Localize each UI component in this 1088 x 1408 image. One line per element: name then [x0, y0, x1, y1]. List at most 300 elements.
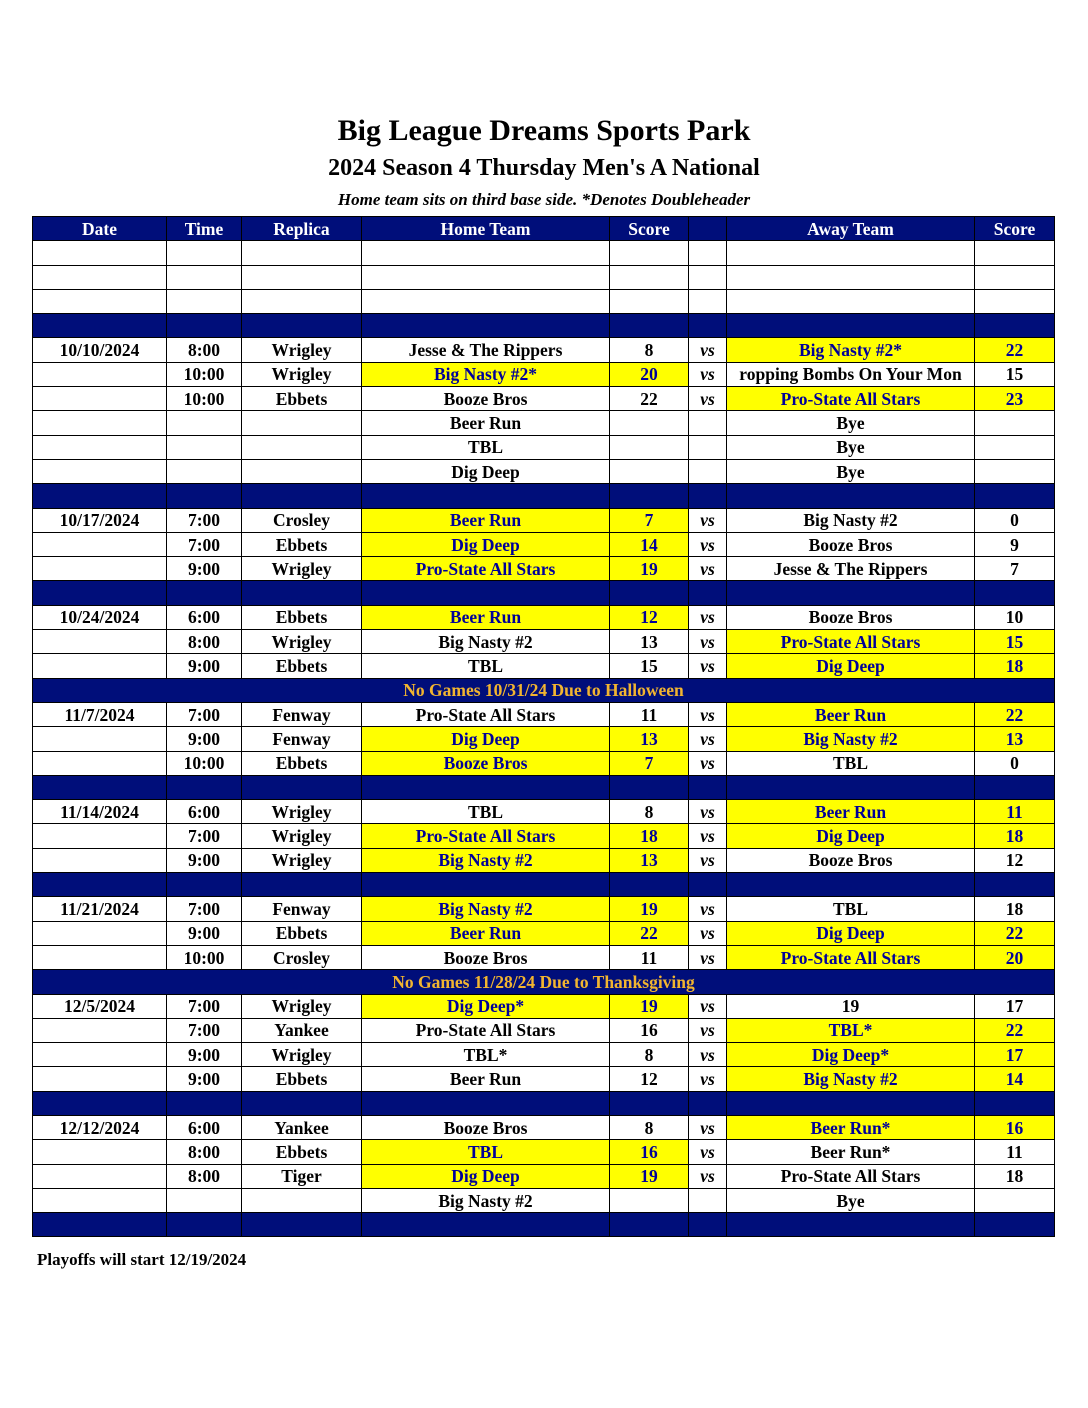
home-score-cell: 7 — [610, 508, 689, 532]
vs-cell: vs — [689, 630, 727, 654]
empty-cell — [727, 1213, 975, 1237]
empty-cell — [242, 775, 362, 799]
date-cell — [33, 654, 167, 678]
home-score-cell: 22 — [610, 921, 689, 945]
away-score-cell: 18 — [975, 824, 1055, 848]
empty-cell — [167, 289, 242, 313]
date-cell — [33, 1067, 167, 1091]
date-cell: 10/10/2024 — [33, 338, 167, 362]
empty-cell — [242, 873, 362, 897]
empty-cell — [610, 1213, 689, 1237]
field-cell: Wrigley — [242, 338, 362, 362]
vs-cell: vs — [689, 338, 727, 362]
separator-row — [33, 314, 1055, 338]
separator-row — [33, 1213, 1055, 1237]
away-team-cell: Big Nasty #2 — [727, 508, 975, 532]
empty-cell — [689, 241, 727, 265]
vs-cell: vs — [689, 994, 727, 1018]
field-cell — [242, 435, 362, 459]
time-cell: 9:00 — [167, 557, 242, 581]
vs-cell: vs — [689, 508, 727, 532]
field-cell: Wrigley — [242, 994, 362, 1018]
game-row — [33, 1043, 1055, 1067]
time-cell: 9:00 — [167, 921, 242, 945]
home-team-cell: Booze Bros — [362, 1115, 610, 1139]
date-cell — [33, 1164, 167, 1188]
schedule-table — [32, 216, 1055, 1237]
time-cell: 7:00 — [167, 994, 242, 1018]
away-team-cell: TBL — [727, 751, 975, 775]
table-header-row — [33, 217, 1055, 241]
vs-cell: vs — [689, 1018, 727, 1042]
date-cell — [33, 727, 167, 751]
home-score-cell: 15 — [610, 654, 689, 678]
field-cell: Ebbets — [242, 751, 362, 775]
empty-cell — [689, 289, 727, 313]
home-score-cell: 19 — [610, 897, 689, 921]
empty-cell — [33, 873, 167, 897]
game-row — [33, 945, 1055, 969]
vs-cell: vs — [689, 824, 727, 848]
empty-cell — [689, 873, 727, 897]
home-team-cell: Big Nasty #2 — [362, 1188, 610, 1212]
away-score-cell: 14 — [975, 1067, 1055, 1091]
date-cell: 10/17/2024 — [33, 508, 167, 532]
away-team-cell: Pro-State All Stars — [727, 387, 975, 411]
time-cell: 9:00 — [167, 1067, 242, 1091]
empty-cell — [33, 581, 167, 605]
vs-cell: vs — [689, 557, 727, 581]
home-team-cell: Booze Bros — [362, 387, 610, 411]
empty-cell — [727, 775, 975, 799]
empty-cell — [727, 484, 975, 508]
home-team-cell: Beer Run — [362, 921, 610, 945]
home-score-cell: 8 — [610, 1043, 689, 1067]
game-row — [33, 387, 1055, 411]
vs-cell: vs — [689, 1067, 727, 1091]
empty-cell — [33, 265, 167, 289]
vs-cell — [689, 411, 727, 435]
empty-cell — [689, 1091, 727, 1115]
away-team-cell: Beer Run — [727, 800, 975, 824]
vs-cell: vs — [689, 654, 727, 678]
empty-cell — [975, 1091, 1055, 1115]
time-cell: 10:00 — [167, 751, 242, 775]
empty-cell — [362, 1091, 610, 1115]
date-cell — [33, 630, 167, 654]
home-team-cell: TBL — [362, 654, 610, 678]
field-cell: Wrigley — [242, 848, 362, 872]
field-cell: Ebbets — [242, 921, 362, 945]
away-score-cell: 18 — [975, 897, 1055, 921]
time-cell: 8:00 — [167, 630, 242, 654]
game-row — [33, 362, 1055, 386]
game-row — [33, 751, 1055, 775]
empty-cell — [727, 873, 975, 897]
time-cell — [167, 1188, 242, 1212]
date-cell — [33, 1018, 167, 1042]
date-cell: 11/21/2024 — [33, 897, 167, 921]
empty-cell — [362, 1213, 610, 1237]
empty-cell — [362, 241, 610, 265]
game-row — [33, 654, 1055, 678]
empty-cell — [610, 1091, 689, 1115]
time-cell: 6:00 — [167, 800, 242, 824]
page-title: Big League Dreams Sports Park — [337, 114, 751, 147]
field-cell: Crosley — [242, 508, 362, 532]
time-cell: 7:00 — [167, 508, 242, 532]
empty-cell — [727, 581, 975, 605]
schedule-body — [33, 241, 1055, 1237]
notice-text: No Games 10/31/24 Due to Halloween — [33, 678, 1055, 702]
empty-cell — [610, 581, 689, 605]
empty-cell — [362, 484, 610, 508]
away-team-cell: Bye — [727, 459, 975, 483]
time-cell: 7:00 — [167, 824, 242, 848]
date-cell — [33, 435, 167, 459]
empty-cell — [167, 265, 242, 289]
page-subtitle: 2024 Season 4 Thursday Men's A National — [328, 155, 760, 181]
home-team-cell: TBL* — [362, 1043, 610, 1067]
footer-note: Playoffs will start 12/19/2024 — [37, 1250, 247, 1269]
vs-cell: vs — [689, 800, 727, 824]
game-row — [33, 727, 1055, 751]
home-score-cell: 8 — [610, 338, 689, 362]
game-row — [33, 848, 1055, 872]
game-row — [33, 1018, 1055, 1042]
home-score-cell: 12 — [610, 1067, 689, 1091]
away-team-cell: Dig Deep — [727, 654, 975, 678]
empty-cell — [33, 484, 167, 508]
game-row — [33, 630, 1055, 654]
home-team-cell: Pro-State All Stars — [362, 824, 610, 848]
game-row — [33, 994, 1055, 1018]
empty-cell — [167, 581, 242, 605]
home-score-cell: 16 — [610, 1140, 689, 1164]
away-team-cell: Big Nasty #2* — [727, 338, 975, 362]
vs-cell: vs — [689, 1115, 727, 1139]
vs-cell — [689, 435, 727, 459]
empty-cell — [610, 265, 689, 289]
game-row — [33, 411, 1055, 435]
home-team-cell: Jesse & The Rippers — [362, 338, 610, 362]
home-score-cell: 16 — [610, 1018, 689, 1042]
game-row — [33, 459, 1055, 483]
field-cell: Ebbets — [242, 605, 362, 629]
away-team-cell: Bye — [727, 411, 975, 435]
home-score-cell: 18 — [610, 824, 689, 848]
away-score-cell: 18 — [975, 1164, 1055, 1188]
away-score-cell — [975, 459, 1055, 483]
empty-cell — [167, 484, 242, 508]
field-cell: Yankee — [242, 1115, 362, 1139]
home-score-cell: 12 — [610, 605, 689, 629]
game-row — [33, 508, 1055, 532]
vs-cell: vs — [689, 387, 727, 411]
away-score-cell: 0 — [975, 751, 1055, 775]
field-cell: Wrigley — [242, 824, 362, 848]
empty-cell — [167, 775, 242, 799]
time-cell: 6:00 — [167, 605, 242, 629]
away-score-cell: 13 — [975, 727, 1055, 751]
field-cell — [242, 411, 362, 435]
away-team-cell: Beer Run* — [727, 1140, 975, 1164]
time-cell: 6:00 — [167, 1115, 242, 1139]
home-score-cell: 11 — [610, 702, 689, 726]
empty-cell — [242, 265, 362, 289]
game-row — [33, 1140, 1055, 1164]
empty-cell — [727, 1091, 975, 1115]
empty-cell — [362, 265, 610, 289]
home-team-cell: TBL — [362, 1140, 610, 1164]
away-score-cell: 18 — [975, 654, 1055, 678]
empty-cell — [727, 314, 975, 338]
vs-cell — [689, 1188, 727, 1212]
away-score-cell: 9 — [975, 532, 1055, 556]
empty-cell — [689, 775, 727, 799]
game-row — [33, 897, 1055, 921]
away-score-cell: 22 — [975, 1018, 1055, 1042]
field-cell: Wrigley — [242, 630, 362, 654]
date-cell — [33, 362, 167, 386]
time-cell: 7:00 — [167, 897, 242, 921]
away-team-cell: Pro-State All Stars — [727, 1164, 975, 1188]
blank-row — [33, 265, 1055, 289]
vs-cell: vs — [689, 727, 727, 751]
home-team-cell: Big Nasty #2 — [362, 897, 610, 921]
game-row — [33, 824, 1055, 848]
date-cell — [33, 1140, 167, 1164]
away-score-cell: 0 — [975, 508, 1055, 532]
home-team-cell: Dig Deep — [362, 1164, 610, 1188]
empty-cell — [975, 581, 1055, 605]
field-cell: Fenway — [242, 897, 362, 921]
empty-cell — [242, 581, 362, 605]
home-score-cell: 22 — [610, 387, 689, 411]
blank-row — [33, 241, 1055, 265]
away-score-cell: 12 — [975, 848, 1055, 872]
field-cell: Wrigley — [242, 557, 362, 581]
away-team-cell: TBL* — [727, 1018, 975, 1042]
game-row — [33, 338, 1055, 362]
header-note: Home team sits on third base side. *Denotes Doubleheader — [337, 190, 751, 209]
date-cell — [33, 945, 167, 969]
time-cell: 10:00 — [167, 362, 242, 386]
empty-cell — [727, 241, 975, 265]
home-team-cell: TBL — [362, 435, 610, 459]
away-team-cell: Big Nasty #2 — [727, 1067, 975, 1091]
field-cell: Wrigley — [242, 800, 362, 824]
away-team-cell: Dig Deep — [727, 921, 975, 945]
notice-text: No Games 11/28/24 Due to Thanksgiving — [33, 970, 1055, 994]
empty-cell — [727, 289, 975, 313]
empty-cell — [33, 1091, 167, 1115]
empty-cell — [975, 484, 1055, 508]
empty-cell — [689, 484, 727, 508]
away-team-cell: 19 — [727, 994, 975, 1018]
empty-cell — [610, 484, 689, 508]
away-score-cell: 7 — [975, 557, 1055, 581]
date-cell — [33, 459, 167, 483]
away-score-cell: 22 — [975, 338, 1055, 362]
home-score-cell — [610, 411, 689, 435]
game-row — [33, 800, 1055, 824]
away-team-cell: Pro-State All Stars — [727, 945, 975, 969]
date-cell: 12/12/2024 — [33, 1115, 167, 1139]
away-score-cell — [975, 435, 1055, 459]
column-header: Date — [33, 217, 167, 241]
home-team-cell: Big Nasty #2* — [362, 362, 610, 386]
field-cell: Wrigley — [242, 1043, 362, 1067]
home-score-cell: 8 — [610, 800, 689, 824]
home-score-cell: 19 — [610, 994, 689, 1018]
column-header — [689, 217, 727, 241]
notice-row — [33, 970, 1055, 994]
empty-cell — [167, 241, 242, 265]
field-cell: Crosley — [242, 945, 362, 969]
empty-cell — [242, 241, 362, 265]
time-cell: 10:00 — [167, 387, 242, 411]
away-score-cell: 11 — [975, 1140, 1055, 1164]
field-cell: Yankee — [242, 1018, 362, 1042]
empty-cell — [242, 1213, 362, 1237]
away-team-cell: Bye — [727, 1188, 975, 1212]
home-score-cell: 13 — [610, 630, 689, 654]
field-cell: Tiger — [242, 1164, 362, 1188]
home-score-cell: 11 — [610, 945, 689, 969]
empty-cell — [610, 873, 689, 897]
time-cell — [167, 411, 242, 435]
column-header: Away Team — [727, 217, 975, 241]
empty-cell — [689, 314, 727, 338]
away-score-cell: 17 — [975, 994, 1055, 1018]
time-cell — [167, 459, 242, 483]
column-header: Time — [167, 217, 242, 241]
field-cell — [242, 459, 362, 483]
away-score-cell: 23 — [975, 387, 1055, 411]
empty-cell — [33, 775, 167, 799]
home-score-cell: 19 — [610, 557, 689, 581]
empty-cell — [362, 873, 610, 897]
home-score-cell — [610, 459, 689, 483]
time-cell: 9:00 — [167, 848, 242, 872]
away-team-cell: Jesse & The Rippers — [727, 557, 975, 581]
separator-row — [33, 1091, 1055, 1115]
date-cell: 11/7/2024 — [33, 702, 167, 726]
away-score-cell — [975, 1188, 1055, 1212]
date-cell — [33, 532, 167, 556]
home-team-cell: Booze Bros — [362, 751, 610, 775]
game-row — [33, 702, 1055, 726]
empty-cell — [167, 1091, 242, 1115]
date-cell: 12/5/2024 — [33, 994, 167, 1018]
home-score-cell: 8 — [610, 1115, 689, 1139]
time-cell: 7:00 — [167, 1018, 242, 1042]
empty-cell — [610, 314, 689, 338]
home-team-cell: Beer Run — [362, 508, 610, 532]
empty-cell — [689, 265, 727, 289]
time-cell: 10:00 — [167, 945, 242, 969]
vs-cell: vs — [689, 1140, 727, 1164]
home-score-cell: 13 — [610, 848, 689, 872]
notice-row — [33, 678, 1055, 702]
vs-cell: vs — [689, 897, 727, 921]
column-header: Score — [975, 217, 1055, 241]
time-cell — [167, 435, 242, 459]
game-row — [33, 921, 1055, 945]
empty-cell — [689, 1213, 727, 1237]
away-score-cell — [975, 411, 1055, 435]
away-score-cell: 10 — [975, 605, 1055, 629]
away-score-cell: 11 — [975, 800, 1055, 824]
field-cell: Fenway — [242, 702, 362, 726]
away-team-cell: Beer Run — [727, 702, 975, 726]
date-cell — [33, 387, 167, 411]
empty-cell — [727, 265, 975, 289]
empty-cell — [33, 1213, 167, 1237]
column-header: Score — [610, 217, 689, 241]
away-score-cell: 15 — [975, 362, 1055, 386]
home-team-cell: Pro-State All Stars — [362, 557, 610, 581]
away-team-cell: Bye — [727, 435, 975, 459]
empty-cell — [975, 289, 1055, 313]
game-row — [33, 1188, 1055, 1212]
away-score-cell: 17 — [975, 1043, 1055, 1067]
game-row — [33, 1164, 1055, 1188]
away-team-cell: Beer Run* — [727, 1115, 975, 1139]
away-team-cell: Booze Bros — [727, 532, 975, 556]
empty-cell — [167, 314, 242, 338]
empty-cell — [975, 1213, 1055, 1237]
away-score-cell: 16 — [975, 1115, 1055, 1139]
home-score-cell: 19 — [610, 1164, 689, 1188]
field-cell: Ebbets — [242, 387, 362, 411]
empty-cell — [167, 1213, 242, 1237]
field-cell: Ebbets — [242, 1067, 362, 1091]
separator-row — [33, 775, 1055, 799]
empty-cell — [33, 241, 167, 265]
date-cell: 10/24/2024 — [33, 605, 167, 629]
home-score-cell: 20 — [610, 362, 689, 386]
home-score-cell — [610, 1188, 689, 1212]
date-cell — [33, 921, 167, 945]
empty-cell — [167, 873, 242, 897]
home-score-cell — [610, 435, 689, 459]
empty-cell — [610, 241, 689, 265]
empty-cell — [242, 484, 362, 508]
vs-cell: vs — [689, 702, 727, 726]
time-cell: 8:00 — [167, 1140, 242, 1164]
separator-row — [33, 484, 1055, 508]
away-score-cell: 22 — [975, 921, 1055, 945]
home-team-cell: Pro-State All Stars — [362, 1018, 610, 1042]
time-cell: 9:00 — [167, 1043, 242, 1067]
empty-cell — [242, 1091, 362, 1115]
empty-cell — [975, 775, 1055, 799]
empty-cell — [242, 314, 362, 338]
away-score-cell: 22 — [975, 702, 1055, 726]
home-team-cell: TBL — [362, 800, 610, 824]
home-team-cell: Pro-State All Stars — [362, 702, 610, 726]
away-team-cell: Booze Bros — [727, 848, 975, 872]
empty-cell — [362, 581, 610, 605]
date-cell — [33, 1043, 167, 1067]
time-cell: 9:00 — [167, 727, 242, 751]
vs-cell: vs — [689, 945, 727, 969]
home-score-cell: 14 — [610, 532, 689, 556]
empty-cell — [610, 289, 689, 313]
column-header: Replica — [242, 217, 362, 241]
